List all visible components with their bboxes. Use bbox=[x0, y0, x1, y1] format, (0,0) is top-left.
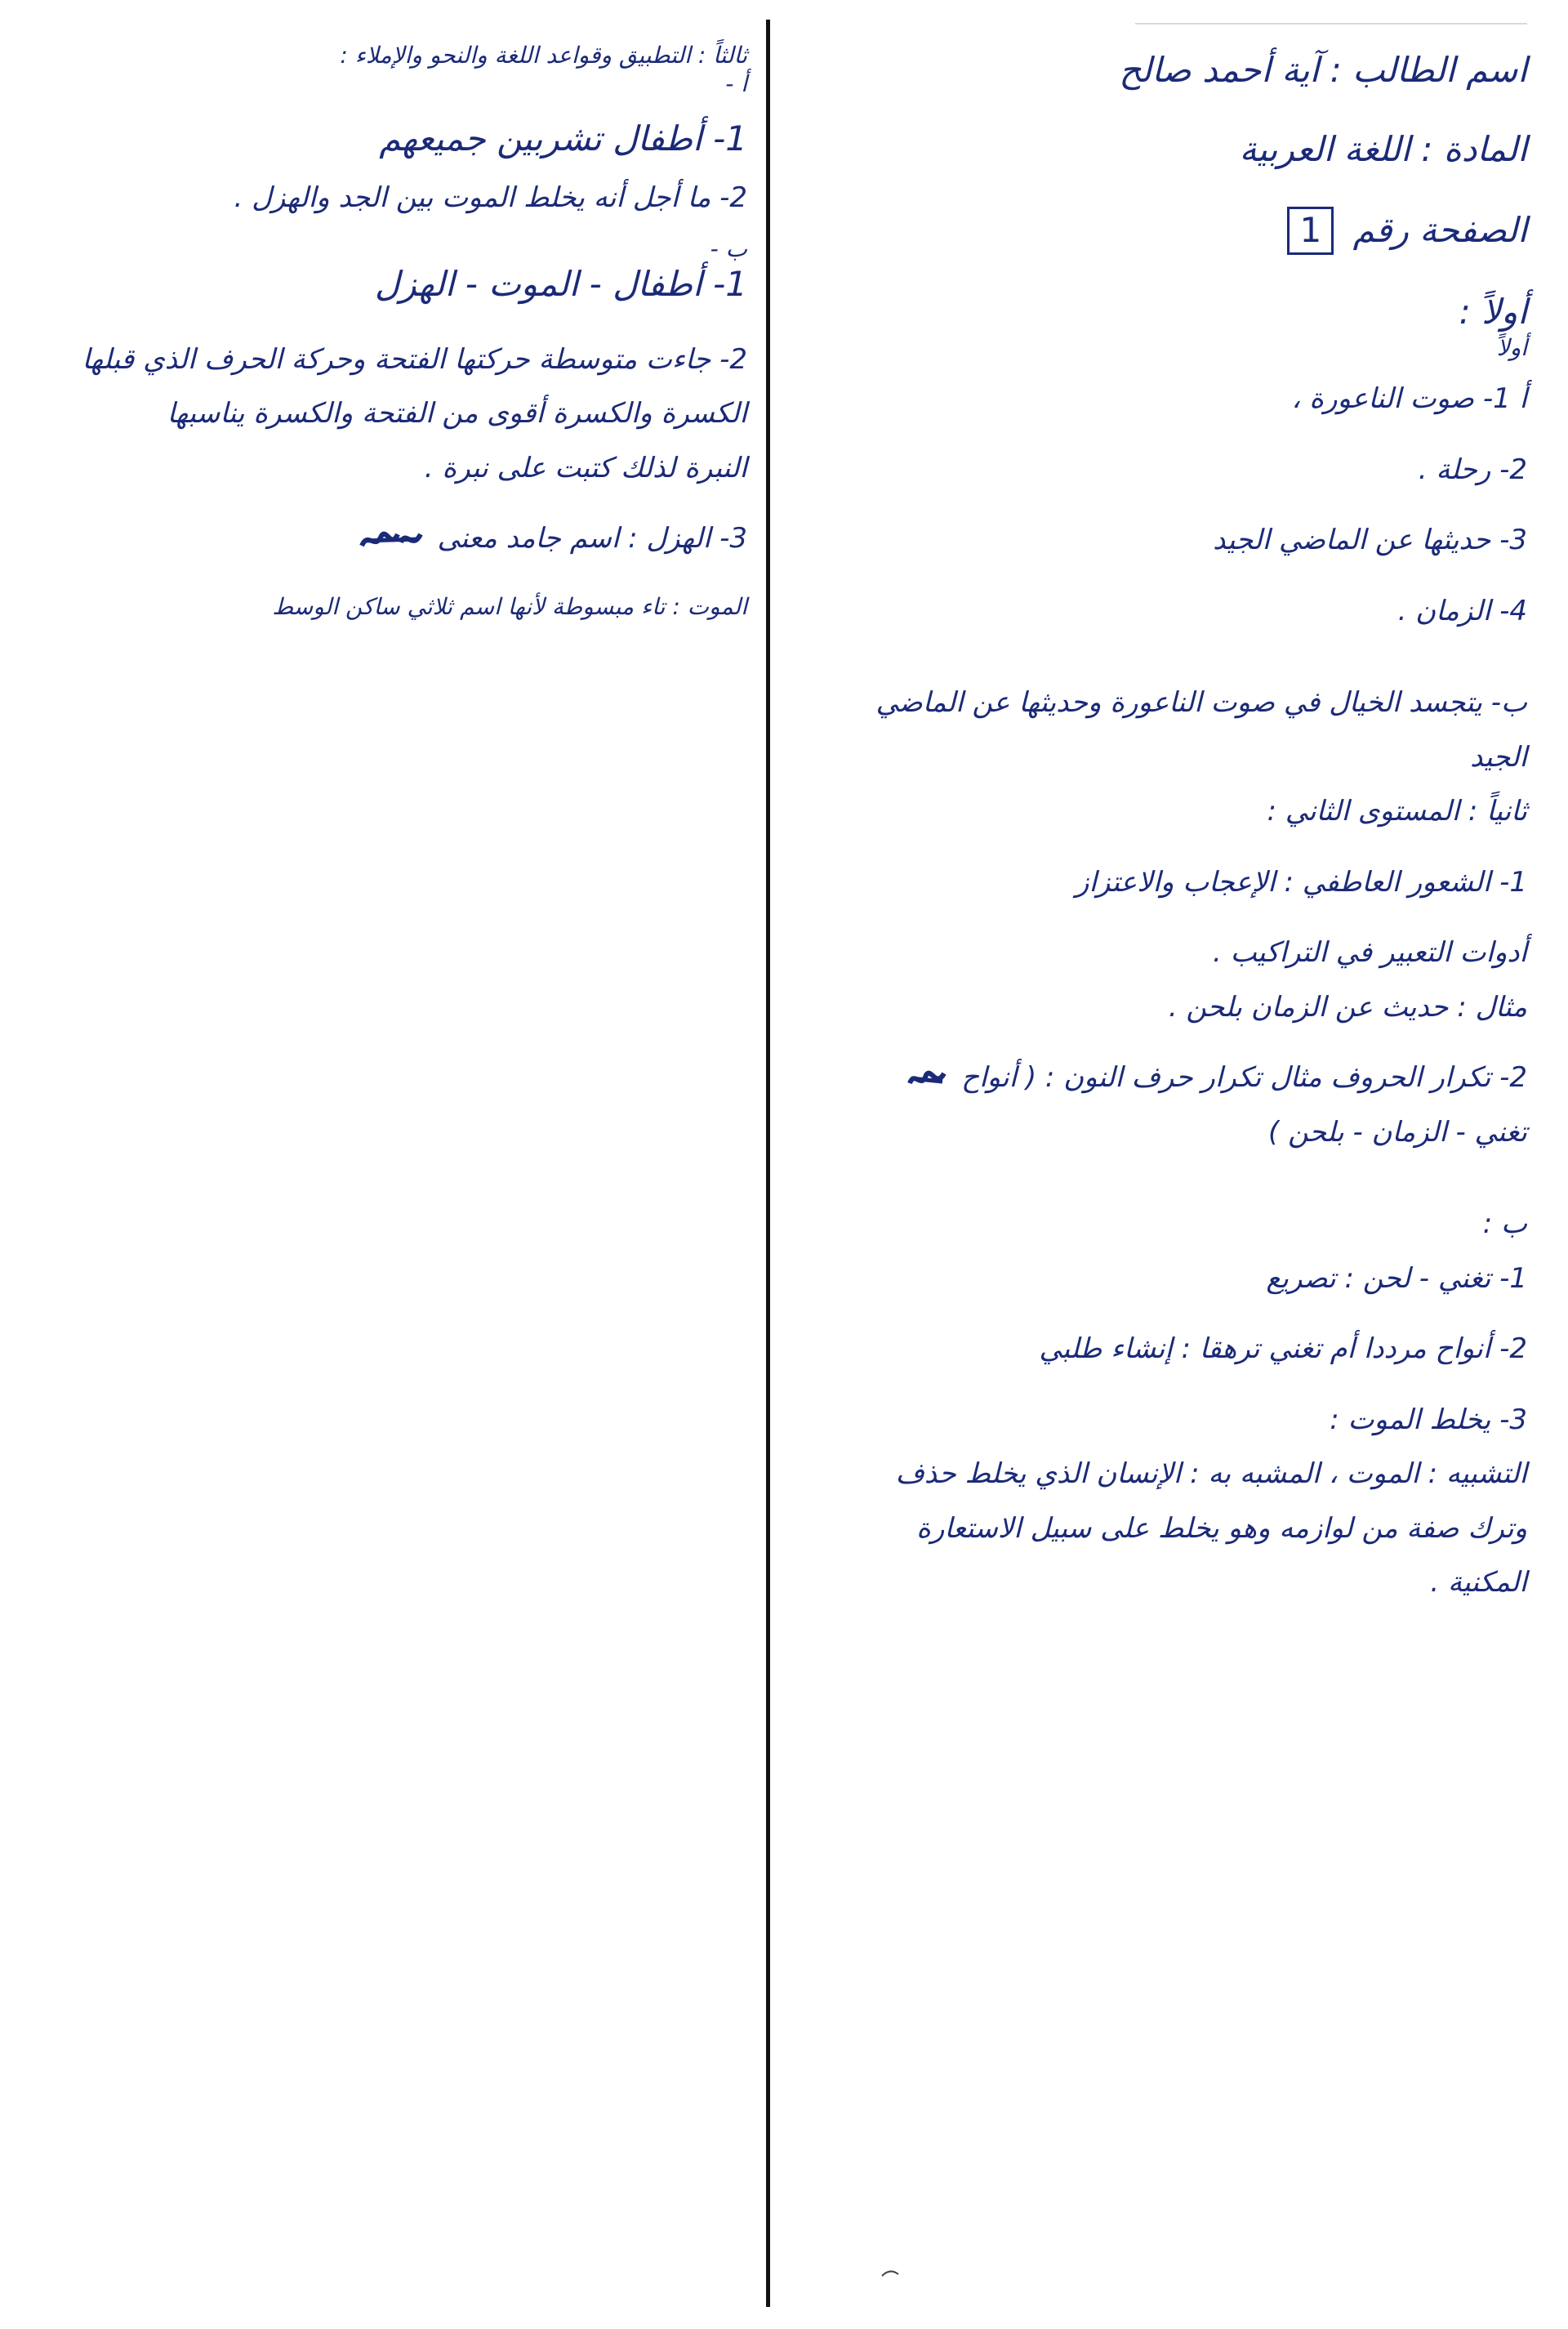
section-heading-third: ثالثاً : التطبيق وقواعد اللغة والنحو والإملاء : bbox=[340, 42, 747, 69]
answer-line: 3- يخلط الموت : bbox=[1330, 1403, 1527, 1436]
right-column bbox=[792, 49, 1527, 1600]
answer-line bbox=[792, 1060, 1527, 1095]
answer-line: 2- رحلة . bbox=[1418, 453, 1527, 486]
answer-line: أ - bbox=[725, 70, 747, 97]
answer-line: ب - bbox=[710, 235, 747, 262]
answer-line: ب : bbox=[1482, 1207, 1527, 1240]
crossed-out-scribble-icon bbox=[906, 1067, 947, 1091]
answer-line: مثال : حديث عن الزمان بلحن . bbox=[1168, 990, 1527, 1024]
column-divider bbox=[766, 20, 770, 2307]
answer-line: المكنية . bbox=[1430, 1566, 1527, 1599]
answer-line bbox=[16, 521, 747, 556]
answer-line: الجيد bbox=[1470, 740, 1527, 774]
answer-line: أ 1- صوت الناعورة ، bbox=[1291, 382, 1527, 415]
answer-line: 1- الشعور العاطفي : الإعجاب والاعتزاز bbox=[1076, 865, 1527, 899]
student-name: اسم الطالب : آية أحمد صالح bbox=[1119, 50, 1527, 90]
answer-line: ب- يتجسد الخيال في صوت الناعورة وحديثها عن الماضي bbox=[875, 686, 1527, 719]
answer-line: الموت : تاء مبسوطة لأنها اسم ثلاثي ساكن الوسط bbox=[272, 592, 747, 620]
left-column bbox=[16, 41, 747, 621]
answer-line: أدوات التعبير في التراكيب . bbox=[1213, 936, 1527, 969]
answer-line: 4- الزمان . bbox=[1397, 594, 1527, 627]
answer-text: 2- تكرار الحروف مثال تكرار حرف النون : ( أنواح bbox=[961, 1061, 1527, 1094]
page-number-box: 1 bbox=[1287, 207, 1334, 255]
answer-line: التشبيه : الموت ، المشبه به : الإنسان الذي يخلط حذف bbox=[895, 1457, 1527, 1490]
answer-line: 3- حديثها عن الماضي الجيد bbox=[1213, 524, 1527, 556]
subject-name: المادة : اللغة العربية bbox=[1239, 128, 1527, 169]
section-heading-second: ثانياً : المستوى الثاني : bbox=[1267, 795, 1527, 828]
crossed-out-scribble-icon bbox=[359, 526, 424, 554]
answer-line: 2- جاءت متوسطة حركتها الفتحة وحركة الحرف الذي قبلها bbox=[82, 342, 747, 376]
answer-text: 3- الهزل : اسم جامد معنى bbox=[437, 522, 747, 555]
page-top-line bbox=[1135, 23, 1527, 25]
answer-line: 2- أنواح مرددا أم تغني ترهقا : إنشاء طلبي bbox=[1039, 1332, 1527, 1365]
answer-line: 1- أطفال - الموت - الهزل bbox=[374, 264, 747, 304]
pen-mark-icon bbox=[880, 2268, 900, 2278]
answer-line: 1- أطفال تشربين جميعهم bbox=[379, 118, 747, 158]
answer-line: وترك صفة من لوازمه وهو يخلط على سبيل الاستعارة bbox=[916, 1511, 1527, 1545]
page-number-line bbox=[792, 207, 1527, 255]
section-heading-first: أولاً : bbox=[1459, 291, 1527, 332]
answer-line: 1- تغني - لحن : تصريع bbox=[1266, 1261, 1527, 1295]
page-number-label: الصفحة رقم bbox=[1352, 210, 1527, 250]
answer-line: 2- ما أجل أنه يخلط الموت بين الجد والهزل . bbox=[234, 181, 747, 214]
section-subheading: أولاً bbox=[1496, 334, 1527, 361]
answer-line: تغني - الزمان - بلحن ) bbox=[1268, 1115, 1527, 1149]
answer-line: الكسرة والكسرة أقوى من الفتحة والكسرة يناسبها bbox=[167, 397, 747, 430]
answer-line: النبرة لذلك كتبت على نبرة . bbox=[424, 451, 747, 484]
